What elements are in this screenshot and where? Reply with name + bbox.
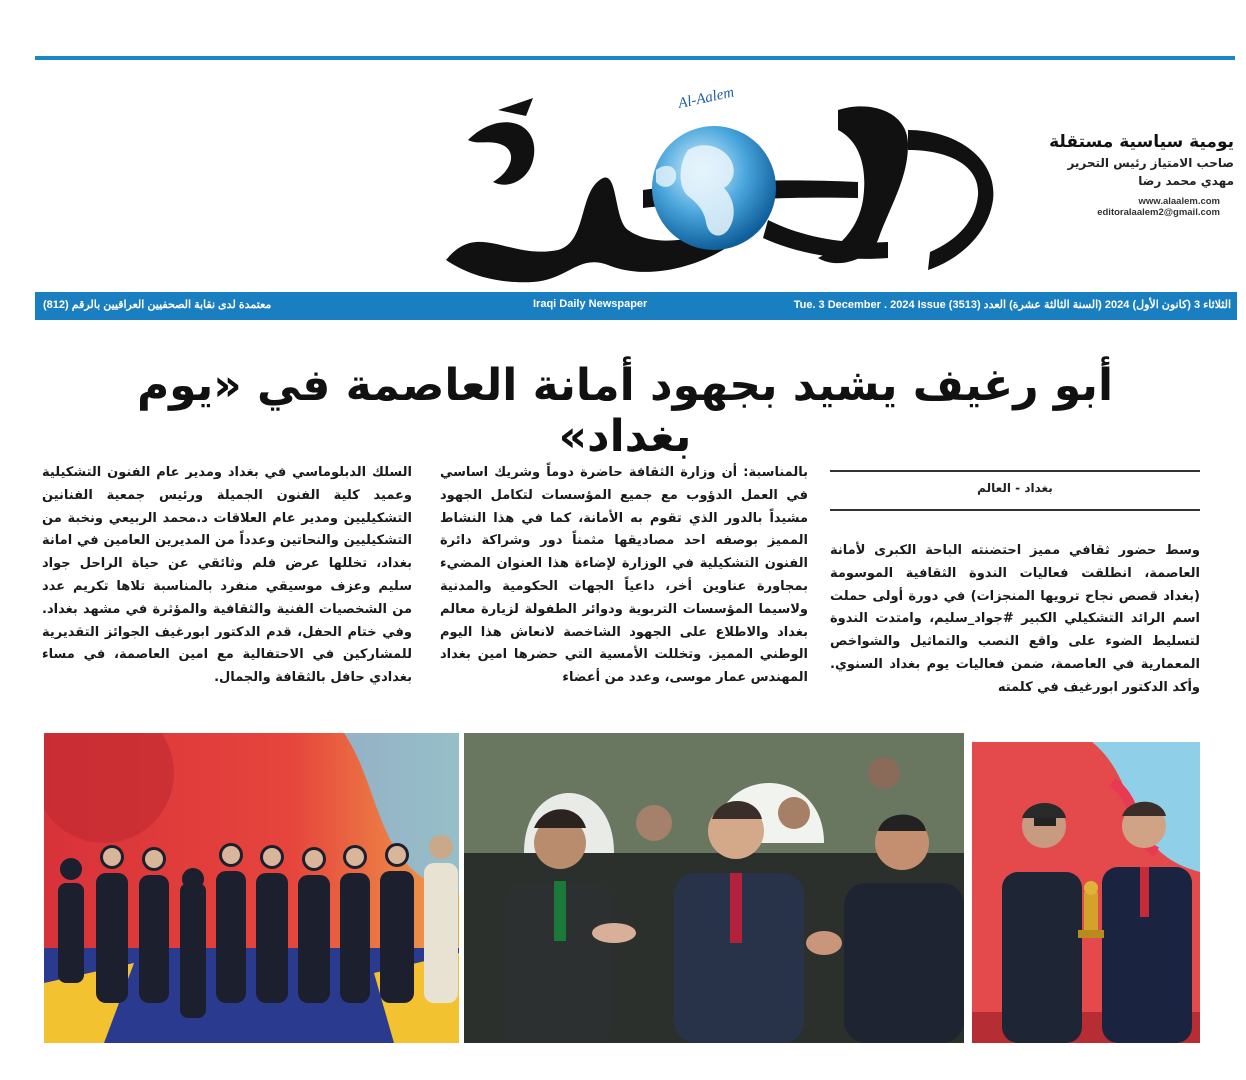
tagline: يومية سياسية مستقلة	[1049, 132, 1234, 152]
calligraphy-stroke	[468, 122, 534, 184]
paper-type-text: Iraqi Daily Newspaper	[533, 298, 648, 310]
article-column-2: بالمناسبة: أن وزارة الثقافة حاضرة دوماً وشريك اساسي في العمل الدؤوب مع جميع المؤسسات لتكامل الجهود مشيداً بالدور الذي تقوم به الأمانة، كما في هذا النشاط المميز بوصفه احد مصاديقها مثمناً دور وشراكة دائرة الفنون التشكيلية في الوزارة لإضاءة هذا العنوان المضيء بمجاورة عناوين أخر، داعياً الجهات الحكومية والمدنية ولاسيما المؤسسات التربوية ودوائر الطفولة لزيارة معالم بغداد والاطلاع على الجهود الشاخصة لانعاش هذا اليوم الوطني المميز. وتخللت الأمسية التي حضرها امين بغداد المهندس عمار موسى، وعدد من أعضاء	[440, 465, 808, 686]
logo-latin-text: Al-Aalem	[676, 84, 736, 112]
article-column-3: السلك الدبلوماسي في بغداد ومدير عام الفنون التشكيلية وعميد كلية الفنون الجميلة ورئيس جمعية الفنانين التشكيليين ومدير عام العلاقات د.محمد الربيعي ونخبة من التشكيليين والنحاتين وعدداً من المديرين العامين في امانة بغداد، تخللها عرض فلم وثائقي عن حياة الراحل جواد سليم وعزف موسيقي منفرد بالمناسبة تلاها تكريم عدد من الشخصيات الفنية والثقافية والمؤثرة في مشهد بغداد. وفي ختام الحفل، قدم الدكتور ابورغيف الجوائز التقديرية للمشاركين في الاحتفالية مع امين العاصمة، في مساء بغدادي حافل بالثقافة والجمال.	[42, 465, 412, 686]
byline-bottom-rule	[830, 509, 1200, 511]
website: www.alaalem.com	[1138, 196, 1220, 207]
byline-top-rule	[830, 470, 1200, 472]
accreditation-text: معتمدة لدى نقابة الصحفيين العراقيين بالرقم (812)	[43, 299, 272, 311]
photo-officials	[464, 733, 964, 1043]
photo-award	[972, 742, 1200, 1043]
editor-name: مهدي محمد رضا	[1138, 174, 1234, 188]
issue-en: Tue. 3 December . 2024 Issue (3513)	[793, 299, 981, 311]
calligraphy-stroke	[498, 98, 533, 116]
article-column-1: وسط حضور ثقافي مميز احتضنته الباحة الكبرى لأمانة العاصمة، انطلقت فعاليات الندوة الثقافية الموسومة (بغداد قصص نجاح ترويها المنجزات) في دورة أولى حملت اسم الرائد التشكيلي الكبير #جواد_سليم، وامتدت الندوة لتسليط الضوء على واقع النصب والتماثيل والشواخص المعمارية في العاصمة، ضمن فعاليات يوم بغداد السنوي. وأكد الدكتور ابورغيف في كلمته	[830, 543, 1200, 695]
issue-text	[794, 298, 1231, 311]
byline: بغداد - العالم	[977, 481, 1053, 495]
newspaper-logo	[438, 70, 1008, 292]
publisher-line: صاحب الامتياز رئيس التحرير	[1067, 156, 1234, 170]
headline: أبو رغيف يشيد بجهود أمانة العاصمة في «يوم بغداد»	[136, 360, 1114, 462]
masthead-info	[994, 132, 1234, 218]
calligraphy-stroke	[908, 130, 993, 270]
top-rule	[35, 56, 1235, 60]
photo-group-stage	[44, 733, 459, 1043]
info-bar	[35, 292, 1237, 320]
issue-ar: الثلاثاء 3 (كانون الأول) 2024 (السنة الثالثة عشرة) العدد	[983, 299, 1231, 311]
email: editoralaalem2@gmail.com	[1097, 207, 1220, 218]
